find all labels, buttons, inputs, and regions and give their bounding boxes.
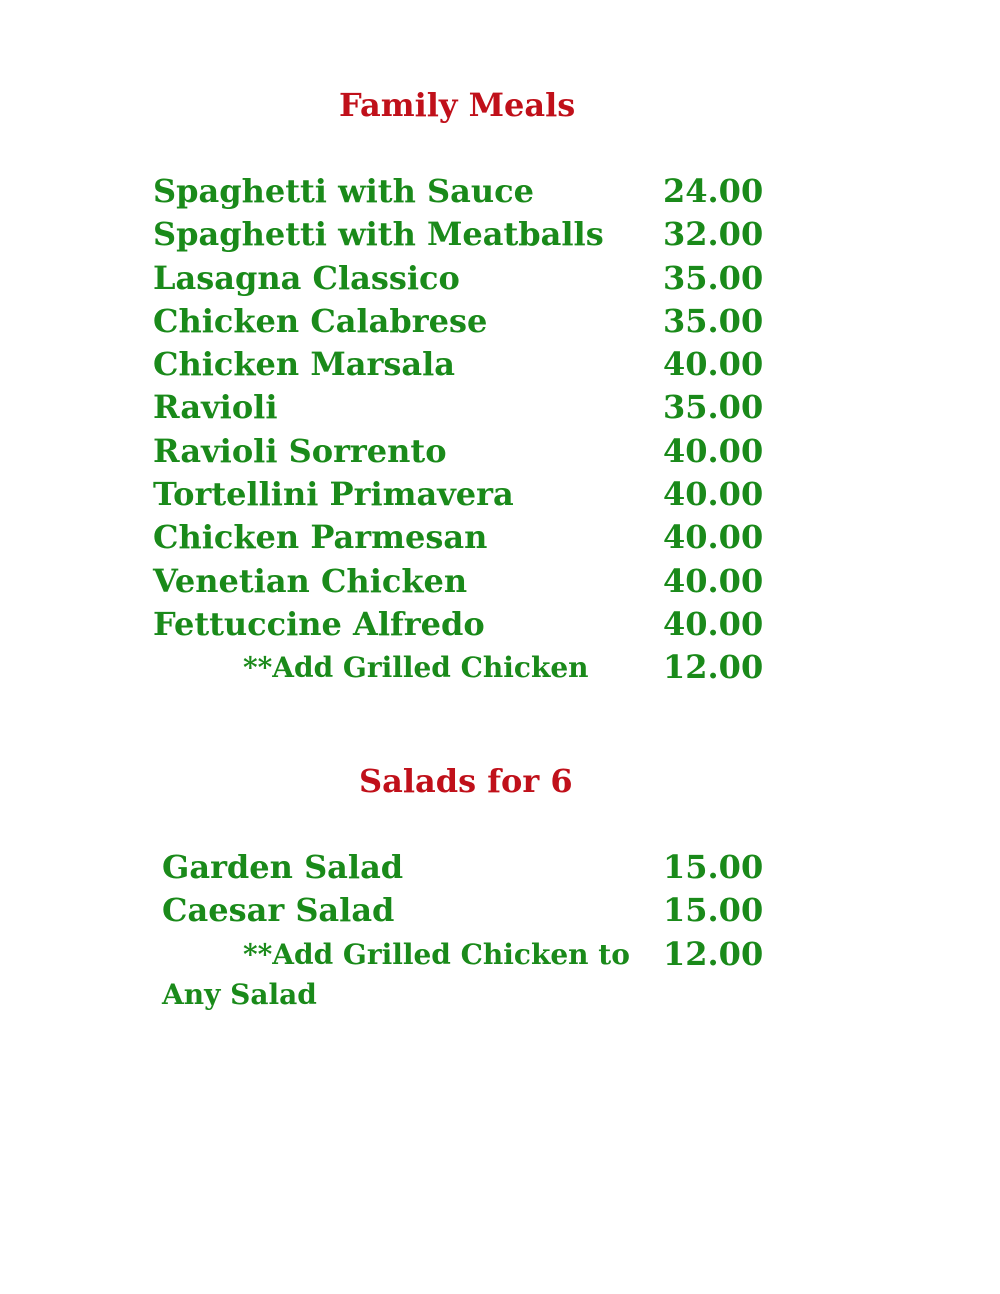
menu-item-name: Chicken Calabrese: [153, 301, 488, 340]
addon-price: 12.00: [663, 934, 764, 973]
menu-item-price: 35.00: [663, 258, 764, 297]
menu-item-row: [153, 473, 764, 516]
menu-item-price: 32.00: [663, 215, 764, 254]
menu-item-row: [153, 430, 764, 473]
menu-item-row: [153, 343, 764, 386]
menu-item-price: 40.00: [663, 604, 764, 643]
menu-item-row: [162, 889, 764, 932]
menu-item-price: 40.00: [663, 518, 764, 557]
menu-item-row: [153, 560, 764, 603]
menu-item-name: Venetian Chicken: [153, 561, 468, 600]
addon-row: [162, 933, 764, 1013]
menu-item-price: 40.00: [663, 475, 764, 514]
addon-name-continued: Any Salad: [162, 977, 317, 1011]
addon-price: 12.00: [663, 648, 764, 687]
menu-item-price: 40.00: [663, 561, 764, 600]
menu-item-name: Caesar Salad: [162, 891, 395, 930]
menu-item-price: 40.00: [663, 345, 764, 384]
menu-item-row: [153, 300, 764, 343]
menu-item-row: [153, 213, 764, 256]
menu-item-name: Chicken Parmesan: [153, 518, 488, 557]
menu-item-name: Spaghetti with Sauce: [153, 172, 534, 210]
menu-item-name: Fettuccine Alfredo: [153, 604, 485, 643]
addon-name: **Add Grilled Chicken: [243, 651, 589, 685]
menu-item-name: Garden Salad: [162, 848, 404, 886]
menu-item-price: 35.00: [663, 388, 764, 427]
menu-item-row: [153, 516, 764, 559]
menu-item-price: 15.00: [663, 891, 764, 930]
salads-title: Salads for 6: [359, 762, 573, 800]
menu-item-name: Spaghetti with Meatballs: [153, 215, 604, 254]
menu-item-name: Tortellini Primavera: [153, 475, 514, 514]
salads-list: [162, 846, 764, 1013]
menu-item-name: Chicken Marsala: [153, 345, 455, 384]
menu-item-row: [153, 257, 764, 300]
addon-name: **Add Grilled Chicken to: [243, 937, 630, 971]
menu-item-row: [153, 603, 764, 646]
menu-item-price: 15.00: [663, 848, 764, 886]
menu-item-name: Lasagna Classico: [153, 258, 460, 297]
menu-item-row: [153, 386, 764, 429]
menu-item-name: Ravioli: [153, 388, 278, 427]
addon-row: [153, 646, 764, 689]
menu-item-price: 24.00: [663, 172, 764, 210]
family-meals-list: [153, 170, 764, 690]
menu-item-row: [153, 170, 764, 213]
family-meals-title: Family Meals: [339, 86, 576, 124]
menu-item-price: 40.00: [663, 431, 764, 470]
menu-item-row: [162, 846, 764, 889]
menu-item-name: Ravioli Sorrento: [153, 431, 447, 470]
menu-item-price: 35.00: [663, 301, 764, 340]
